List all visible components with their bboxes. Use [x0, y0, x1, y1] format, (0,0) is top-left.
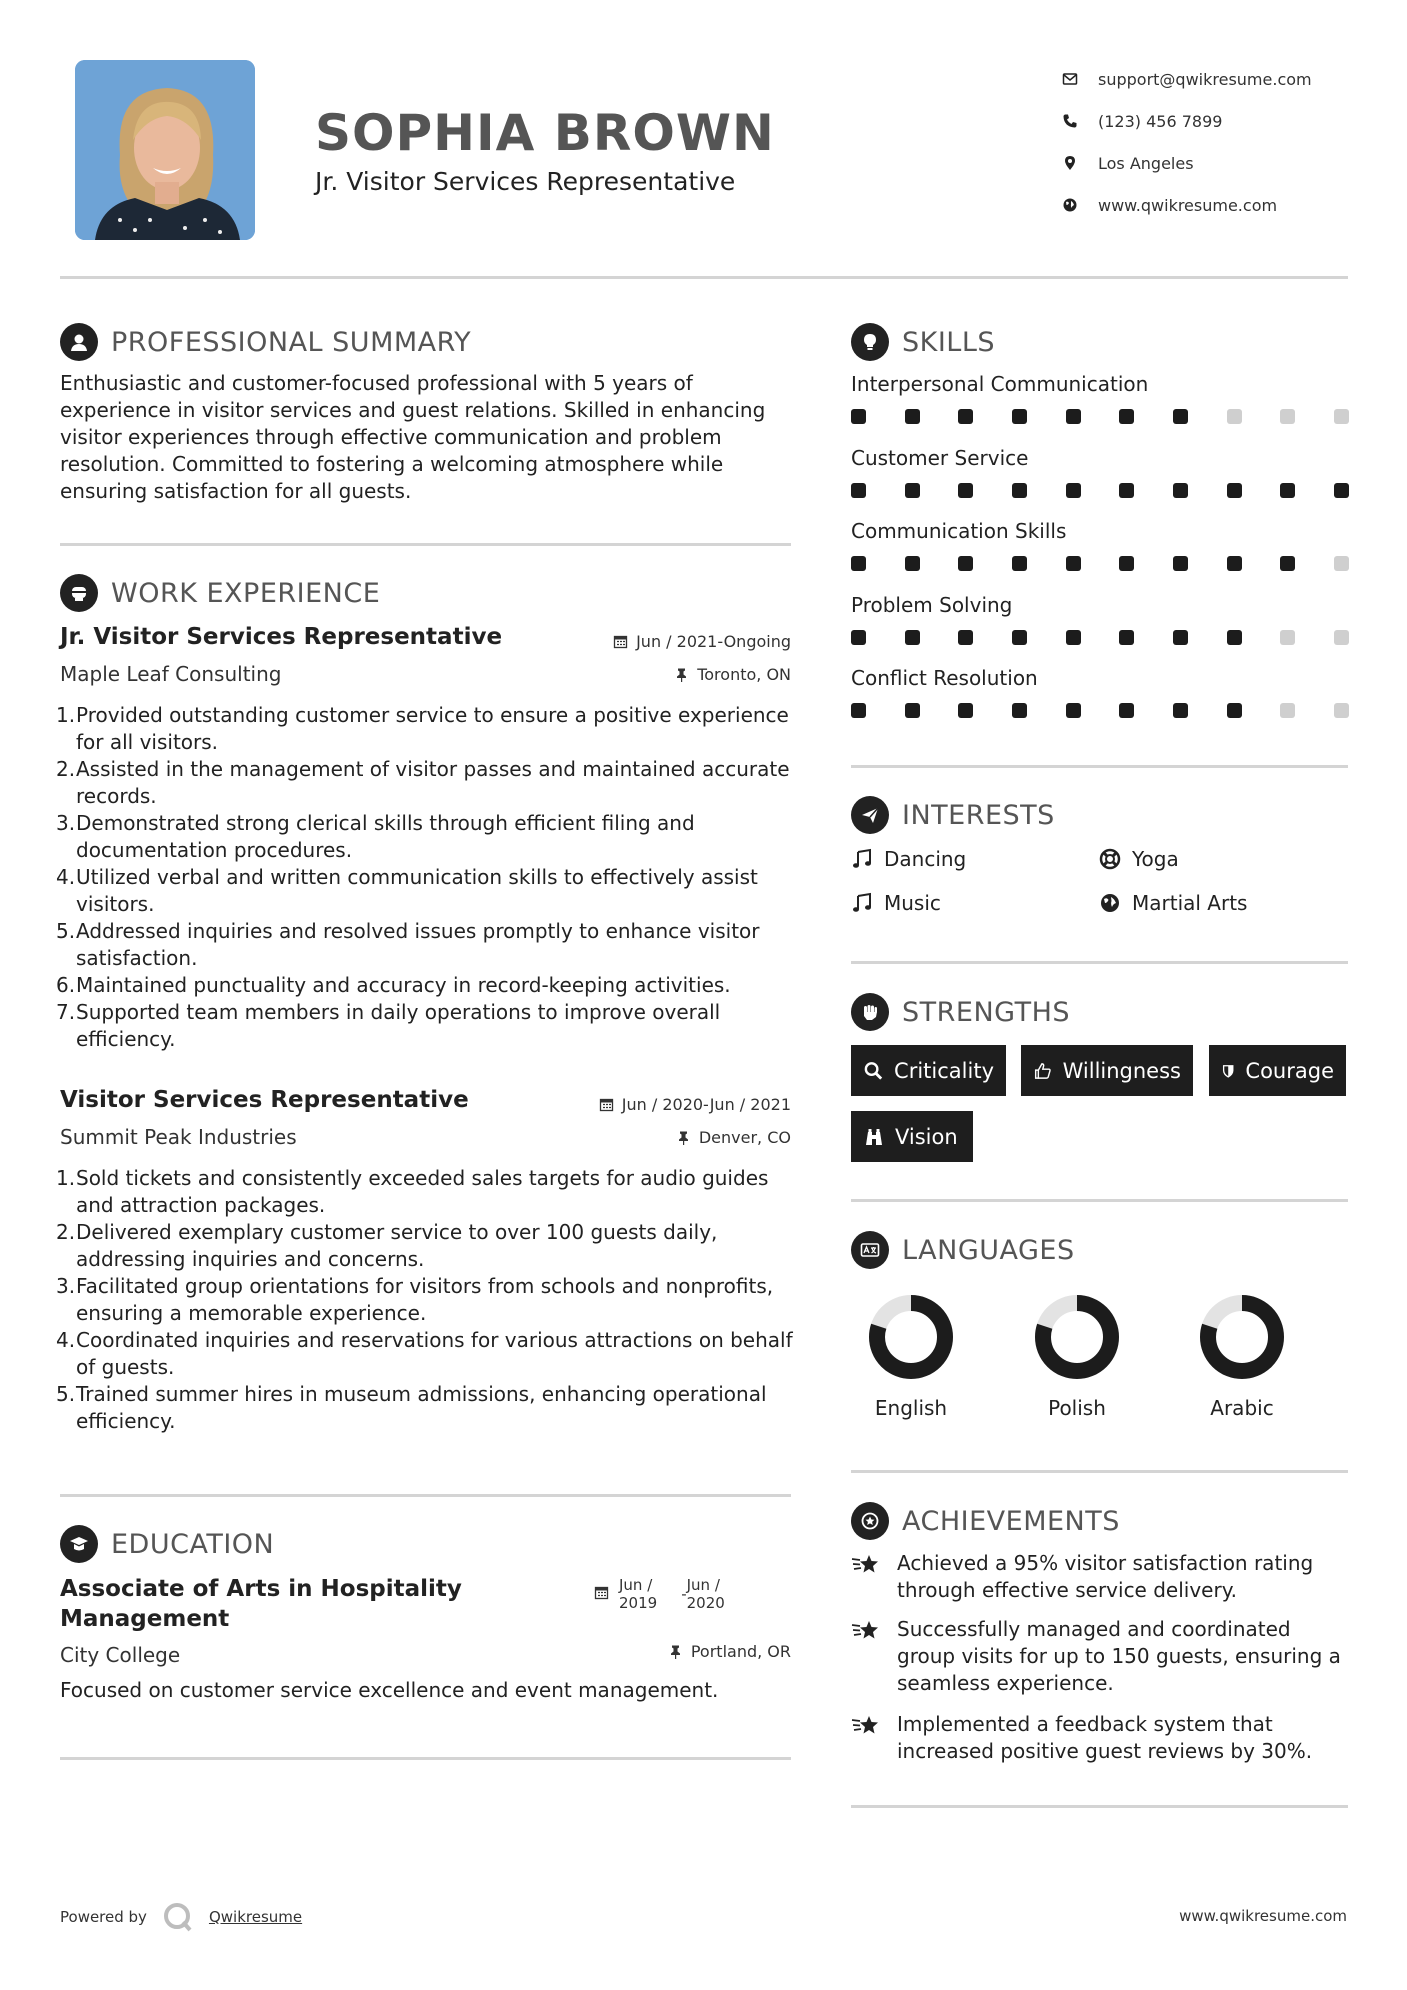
skill-dot [1280, 409, 1295, 424]
skill-dot [958, 483, 973, 498]
achievement-item [851, 1550, 1348, 1604]
fist-icon [851, 993, 889, 1031]
achievement-text: Implemented a feedback system that increased positive guest reviews by 30%. [897, 1712, 1313, 1763]
graduation-icon [60, 1525, 98, 1563]
skill-rating [851, 556, 1349, 571]
degree-title-line-1: Associate of Arts in Hospitality [60, 1576, 462, 1602]
pushpin-icon [674, 667, 689, 682]
skill-dot [1119, 409, 1134, 424]
list-item: 5. Trained summer hires in museum admissions, enhancing operational efficiency. [56, 1382, 767, 1433]
skill-dot [1119, 483, 1134, 498]
skill-dot [905, 483, 920, 498]
interests-divider [851, 961, 1348, 964]
interest-dancing [851, 847, 966, 871]
skill-dot [1280, 703, 1295, 718]
summary-text: Enthusiastic and customer-focused professional with 5 years of experience in visitor services and guest relations. Skilled in enhancing visitor experiences through effective communication and problem resolution. Committed to fostering a welcoming atmosphere while ensuring satisfaction for all guests. [60, 371, 766, 503]
strength-tag-courage [1209, 1045, 1346, 1096]
education-location [668, 1642, 791, 1661]
achievements-divider [851, 1805, 1348, 1808]
skill-dot [1012, 556, 1027, 571]
star-badge-icon [851, 1502, 889, 1540]
education-date [594, 1576, 725, 1612]
skill-dot [1227, 483, 1242, 498]
binoculars-icon [863, 1126, 885, 1148]
education-date-end: - Jun / 2020 [681, 1576, 725, 1612]
skill-dot [1066, 630, 1081, 645]
skill-dot [1173, 483, 1188, 498]
achievement-item [851, 1711, 1348, 1765]
skill-label: Interpersonal Communication [851, 372, 1149, 396]
skill-dot [1012, 483, 1027, 498]
job-1-title: Jr. Visitor Services Representative [60, 624, 503, 650]
skills-title: SKILLS [902, 326, 996, 358]
job-1-company: Maple Leaf Consulting [60, 662, 282, 686]
skill-label: Conflict Resolution [851, 666, 1038, 690]
lightbulb-icon [851, 323, 889, 361]
interest-label: Dancing [884, 847, 967, 871]
job-2-date [599, 1095, 791, 1114]
interest-music [851, 891, 941, 915]
footer-powered-by [60, 1900, 302, 1934]
list-item: 2. Delivered exemplary customer service to over 100 guests daily, addressing inquiries and concerns. [56, 1220, 718, 1271]
skill-dot [1334, 409, 1349, 424]
shooting-star-icon [851, 1617, 883, 1645]
qwikresume-logo-icon [161, 1900, 195, 1934]
skill-dot [905, 556, 920, 571]
job-1-date-text: Jun / 2021-Ongoing [636, 632, 791, 651]
skill-rating [851, 703, 1349, 718]
contact-email-text: support@qwikresume.com [1098, 69, 1312, 89]
skill-dot [1012, 703, 1027, 718]
thumbs-up-icon [1033, 1060, 1053, 1082]
list-item: 6. Maintained punctuality and accuracy in record-keeping activities. [56, 973, 731, 997]
degree-title [60, 1574, 462, 1634]
interests-heading [851, 796, 1055, 834]
education-location-text: Portland, OR [690, 1642, 791, 1661]
skill-dot [1012, 409, 1027, 424]
interest-label: Martial Arts [1132, 891, 1248, 915]
job-2-location [676, 1128, 791, 1147]
shooting-star-icon [851, 1712, 883, 1740]
experience-heading [60, 574, 380, 612]
shield-icon [1221, 1060, 1235, 1082]
job-2-duties [56, 1165, 796, 1435]
contact-phone-text: (123) 456 7899 [1098, 111, 1223, 131]
job-1-duties [56, 702, 796, 1053]
job-2-date-text: Jun / 2020-Jun / 2021 [621, 1095, 791, 1114]
achievements-heading [851, 1502, 1120, 1540]
achievements-title: ACHIEVEMENTS [902, 1505, 1120, 1537]
strength-tag-willingness [1021, 1045, 1193, 1096]
job-2-location-text: Denver, CO [698, 1128, 791, 1147]
strength-label: Vision [895, 1124, 958, 1149]
skill-dot [1119, 703, 1134, 718]
language-english [866, 1292, 956, 1420]
skill-dot [1280, 556, 1295, 571]
paper-plane-icon [851, 796, 889, 834]
skill-dot [1119, 630, 1134, 645]
strengths-heading [851, 993, 1070, 1031]
briefcase-icon [60, 574, 98, 612]
skill-dot [851, 483, 866, 498]
interests-title: INTERESTS [902, 799, 1055, 831]
translate-icon [851, 1231, 889, 1269]
shooting-star-icon [851, 1551, 883, 1579]
contact-website[interactable] [1062, 184, 1312, 226]
skill-dot [905, 703, 920, 718]
calendar-icon [594, 1585, 609, 1600]
skill-dot [1227, 630, 1242, 645]
music-note-icon [851, 892, 873, 914]
list-item: 4. Utilized verbal and written communication skills to effectively assist visitors. [56, 865, 758, 916]
skill-label: Problem Solving [851, 593, 1013, 617]
strength-label: Criticality [894, 1058, 994, 1083]
education-description: Focused on customer service excellence and event management. [60, 1678, 719, 1702]
skill-dot [958, 630, 973, 645]
contact-website-text: www.qwikresume.com [1098, 195, 1278, 215]
list-item: 5. Addressed inquiries and resolved issues promptly to enhance visitor satisfaction. [56, 919, 760, 970]
list-item: 3. Facilitated group orientations for visitors from schools and nonprofits, ensuring a memorable experience. [56, 1274, 774, 1325]
skill-dot [1173, 409, 1188, 424]
summary-divider [60, 543, 791, 546]
interest-label: Yoga [1132, 847, 1179, 871]
skill-dot [851, 409, 866, 424]
skill-dot [1066, 409, 1081, 424]
skill-dot [958, 409, 973, 424]
job-2-title: Visitor Services Representative [60, 1087, 469, 1113]
pushpin-icon [668, 1644, 683, 1659]
skill-dot [1227, 556, 1242, 571]
calendar-icon [613, 634, 628, 649]
language-label: Arabic [1210, 1396, 1274, 1420]
candidate-title: Jr. Visitor Services Representative [315, 167, 736, 196]
candidate-name: SOPHIA BROWN [315, 104, 775, 162]
degree-title-line-2: Management [60, 1606, 230, 1632]
education-divider [60, 1757, 791, 1760]
contact-location-text: Los Angeles [1098, 153, 1194, 173]
languages-divider [851, 1470, 1348, 1473]
strength-label: Courage [1245, 1058, 1334, 1083]
skill-rating [851, 483, 1349, 498]
skill-dot [851, 630, 866, 645]
skill-dot [958, 556, 973, 571]
skill-dot [1119, 556, 1134, 571]
experience-title: WORK EXPERIENCE [111, 577, 381, 609]
job-2-company: Summit Peak Industries [60, 1125, 297, 1149]
education-title: EDUCATION [111, 1528, 275, 1560]
contact-location [1062, 142, 1312, 184]
languages-heading [851, 1231, 1075, 1269]
skill-dot [851, 556, 866, 571]
globe-icon [1062, 197, 1078, 213]
strength-tag-criticality [851, 1045, 1006, 1096]
language-arabic [1197, 1292, 1287, 1420]
contact-phone[interactable] [1062, 100, 1312, 142]
pushpin-icon [676, 1130, 691, 1145]
interest-label: Music [884, 891, 941, 915]
skill-dot [1280, 630, 1295, 645]
language-gauge [1197, 1292, 1287, 1382]
summary-title: PROFESSIONAL SUMMARY [111, 326, 472, 358]
language-gauge [866, 1292, 956, 1382]
skill-dot [1227, 409, 1242, 424]
skill-dot [1334, 556, 1349, 571]
achievement-text: Achieved a 95% visitor satisfaction rating through effective service delivery. [897, 1551, 1314, 1602]
skill-rating [851, 409, 1349, 424]
strengths-title: STRENGTHS [902, 996, 1071, 1028]
lifebuoy-icon [1099, 848, 1121, 870]
language-label: Polish [1048, 1396, 1106, 1420]
list-item: 7. Supported team members in daily operations to improve overall efficiency. [56, 1000, 721, 1051]
skill-dot [1334, 483, 1349, 498]
skill-dot [1334, 630, 1349, 645]
skill-dot [851, 703, 866, 718]
globe-icon [1099, 892, 1121, 914]
qwikresume-link[interactable]: Qwikresume [208, 1908, 303, 1926]
strengths-divider [851, 1199, 1348, 1202]
skills-heading [851, 323, 995, 361]
profile-photo-illustration [75, 60, 255, 240]
strength-label: Willingness [1062, 1058, 1181, 1083]
experience-divider [60, 1494, 791, 1497]
skill-dot [1066, 703, 1081, 718]
list-item: 2. Assisted in the management of visitor passes and maintained accurate records. [56, 757, 790, 808]
job-1-location-text: Toronto, ON [697, 665, 791, 684]
list-item: 3. Demonstrated strong clerical skills through efficient filing and documentation procedures. [56, 811, 695, 862]
calendar-icon [599, 1097, 614, 1112]
skill-dot [905, 630, 920, 645]
skill-dot [1066, 556, 1081, 571]
language-polish [1032, 1292, 1122, 1420]
skill-dot [1227, 703, 1242, 718]
achievement-text: Successfully managed and coordinated group visits for up to 150 guests, ensuring a seamless experience. [897, 1617, 1341, 1695]
language-label: English [874, 1396, 948, 1420]
list-item: 1. Sold tickets and consistently exceeded sales targets for audio guides and attraction packages. [56, 1166, 769, 1217]
skill-dot [958, 703, 973, 718]
skill-dot [1012, 630, 1027, 645]
interest-martial-arts [1099, 891, 1247, 915]
achievement-item [851, 1616, 1348, 1697]
envelope-icon [1062, 71, 1078, 87]
skill-label: Communication Skills [851, 519, 1067, 543]
phone-icon [1062, 113, 1078, 129]
language-gauge [1032, 1292, 1122, 1382]
skill-dot [1066, 483, 1081, 498]
strength-tag-vision [851, 1111, 973, 1162]
contact-list [1062, 58, 1312, 226]
job-1-location [674, 665, 791, 684]
skill-dot [1280, 483, 1295, 498]
skill-dot [1173, 556, 1188, 571]
languages-title: LANGUAGES [902, 1234, 1075, 1266]
education-date-start: Jun / 2019 [619, 1576, 658, 1612]
skills-divider [851, 765, 1348, 768]
job-1-date [613, 632, 791, 651]
school-name: City College [60, 1643, 181, 1667]
skill-dot [1173, 630, 1188, 645]
skill-dot [905, 409, 920, 424]
skill-rating [851, 630, 1349, 645]
contact-email[interactable] [1062, 58, 1312, 100]
user-icon [60, 323, 98, 361]
header-divider [60, 276, 1348, 279]
footer-website[interactable]: www.qwikresume.com [1179, 1907, 1347, 1925]
list-item: 1. Provided outstanding customer service to ensure a positive experience for all visitors. [56, 703, 789, 754]
music-note-icon [851, 848, 873, 870]
profile-photo [75, 60, 255, 240]
skill-label: Customer Service [851, 446, 1029, 470]
skill-dot [1334, 703, 1349, 718]
map-pin-icon [1062, 155, 1078, 171]
list-item: 4. Coordinated inquiries and reservations for various attractions on behalf of guests. [56, 1328, 793, 1379]
interest-yoga [1099, 847, 1179, 871]
skill-dot [1173, 703, 1188, 718]
search-icon [863, 1060, 884, 1082]
powered-by-text: Powered by [60, 1908, 147, 1926]
education-heading [60, 1525, 274, 1563]
summary-heading [60, 323, 471, 361]
